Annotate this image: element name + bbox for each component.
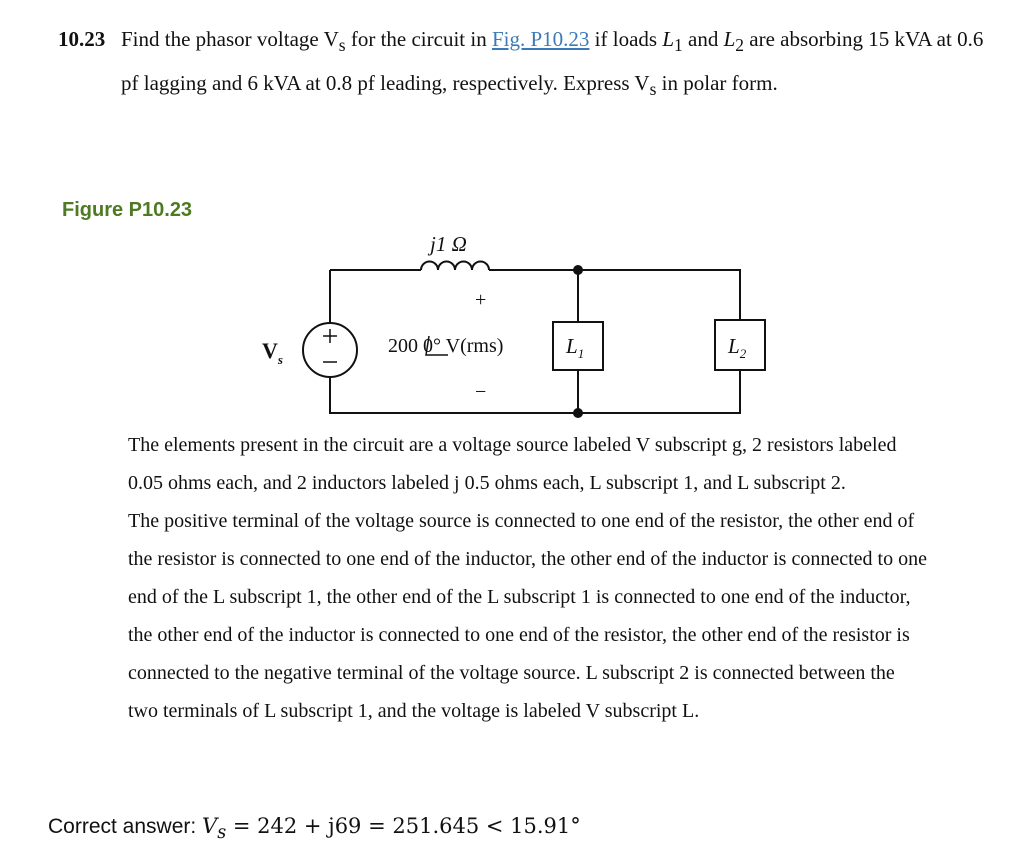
load2-symbol: L	[723, 27, 736, 51]
source-plus-icon	[323, 329, 337, 343]
load1-symbol: L	[662, 27, 674, 51]
load2-box	[715, 320, 765, 370]
problem-number: 10.23	[58, 27, 106, 51]
problem-text-part: and	[682, 27, 724, 51]
subscript-s: s	[649, 79, 657, 100]
source-label: $V_s$	[262, 338, 283, 367]
bottom-wire	[330, 370, 740, 413]
inductor-label: j1 Ω	[430, 232, 467, 256]
figure-title: Figure P10.23	[62, 199, 193, 221]
correct-answer	[48, 810, 581, 849]
description-paragraph-2: The positive terminal of the voltage source is connected to one end of the resistor, the other end of the resistor is connected to one end of the inductor, the other end of the inductor is connected to one end of the L subscript 1, the other end of the L subscript 1 is connected to one end of the inductor, the other end of the inductor is connected to one end of the resistor, the other end of the resistor is connected to the negative terminal of the voltage source. L subscript 2 is connected between the two terminals of L subscript 1, and the voltage is labeled V subscript L.	[128, 510, 927, 722]
load1-subscript: 1	[674, 35, 683, 56]
load1-label: $L_1$	[566, 334, 585, 361]
problem-text-part: in polar form.	[656, 71, 778, 96]
inductor-icon	[421, 262, 489, 271]
top-wire-right	[489, 270, 740, 320]
load-voltage-minus: −	[475, 381, 487, 403]
junction-dot-bottom	[573, 408, 583, 418]
circuit-description	[128, 426, 928, 730]
answer-label: Correct answer:	[48, 815, 203, 838]
problem-text-part: Find the phasor voltage V	[121, 27, 339, 51]
load2-subscript: 2	[735, 35, 745, 56]
answer-expression: $V_s = 242 + j69 = 251.645 < 15.91^\circ$	[202, 814, 581, 844]
problem-text-part: if loads	[589, 27, 663, 51]
junction-dot-top	[573, 265, 583, 275]
load-voltage-plus: +	[475, 289, 487, 311]
description-paragraph-1: The elements present in the circuit are a voltage source labeled V subscript g, 2 resistors labeled 0.05 ohms each, and 2 inductors labeled j 0.5 ohms each, L subscript 1, and L subscript 2.	[128, 434, 897, 494]
load2-label: $L_2$	[728, 334, 747, 361]
figure-link[interactable]: Fig. P10.23	[491, 27, 590, 51]
problem-text-part: are absorbing 15 kVA at 0.6 pf lagging and 6 kVA at 0.8 pf leading, respectively. Express V	[121, 27, 984, 96]
problem-text-part: for the circuit in	[345, 27, 492, 51]
load-voltage-label: 200 0° V(rms)	[388, 335, 504, 357]
subscript-s: s	[338, 35, 346, 56]
